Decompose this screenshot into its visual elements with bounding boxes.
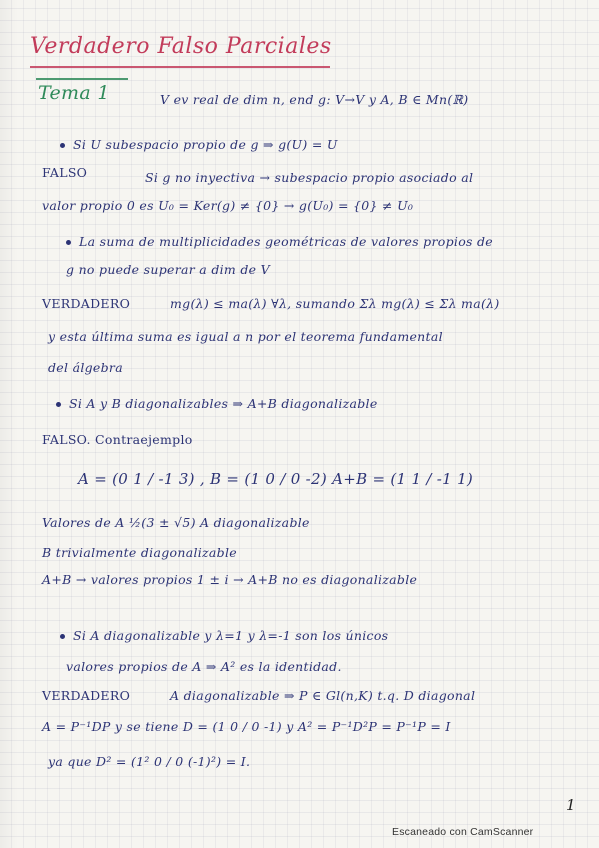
q3-explain-2: B trivialmente diagonalizable (42, 545, 237, 560)
q2-explain-1: mg(λ) ≤ ma(λ) ∀λ, sumando Σλ mg(λ) ≤ Σλ ma(λ) (170, 296, 500, 311)
q3-statement-text: Si A y B diagonalizables ⇒ A+B diagonalizable (69, 396, 378, 411)
q4-statement-2: valores propios de A ⇒ A² es la identidad. (66, 659, 342, 674)
q1-explain-2: valor propio 0 es U₀ = Ker(g) ≠ {0} → g(U₀) = {0} ≠ U₀ (42, 198, 414, 213)
q1-explain-1: Si g no inyectiva → subespacio propio asociado al (145, 170, 474, 185)
q1-statement-text: Si U subespacio propio de g ⇒ g(U) = U (73, 137, 338, 152)
bullet-icon (56, 402, 61, 407)
bullet-icon (60, 143, 65, 148)
context-statement: V ev real de dim n, end g: V→V y A, B ∈ Mn(ℝ) (160, 92, 469, 107)
q2-statement-2: g no puede superar a dim de V (66, 262, 270, 277)
q3-answer: FALSO. Contraejemplo (42, 432, 193, 447)
q3-explain-3: A+B → valores propios 1 ± i → A+B no es diagonalizable (42, 572, 418, 587)
q2-explain-3: del álgebra (48, 360, 123, 375)
section-heading: Tema 1 (38, 82, 110, 104)
camscanner-watermark: Escaneado con CamScanner (392, 826, 534, 838)
q4-statement-1 (60, 628, 388, 643)
q4-answer: VERDADERO (42, 688, 131, 703)
q4-explain-2: A = P⁻¹DP y se tiene D = (1 0 / 0 -1) y A² = P⁻¹D²P = P⁻¹P = I (42, 719, 451, 734)
q2-explain-2: y esta última suma es igual a n por el teorema fundamental (48, 329, 443, 344)
page-title: Verdadero Falso Parciales (30, 34, 332, 59)
q2-statement-1-text: La suma de multiplicidades geométricas de valores propios de (79, 234, 494, 249)
q3-statement (56, 396, 378, 411)
page-number: 1 (566, 796, 576, 814)
bullet-icon (66, 240, 71, 245)
q4-explain-3: ya que D² = (1² 0 / 0 (-1)²) = I. (48, 754, 251, 769)
q4-explain-1: A diagonalizable ⇒ P ∈ Gl(n,K) t.q. D diagonal (170, 688, 476, 703)
q4-statement-1-text: Si A diagonalizable y λ=1 y λ=-1 son los únicos (73, 628, 389, 643)
title-underline (30, 66, 330, 68)
q2-answer: VERDADERO (42, 296, 131, 311)
q2-statement-1 (66, 234, 493, 249)
q3-matrices: A = (0 1 / -1 3) , B = (1 0 / 0 -2) A+B = (1 1 / -1 1) (78, 470, 474, 488)
q1-answer: FALSO (42, 165, 88, 180)
q3-explain-1: Valores de A ½(3 ± √5) A diagonalizable (42, 515, 310, 530)
heading-overline (36, 78, 128, 80)
q1-statement (60, 137, 338, 152)
bullet-icon (60, 634, 65, 639)
